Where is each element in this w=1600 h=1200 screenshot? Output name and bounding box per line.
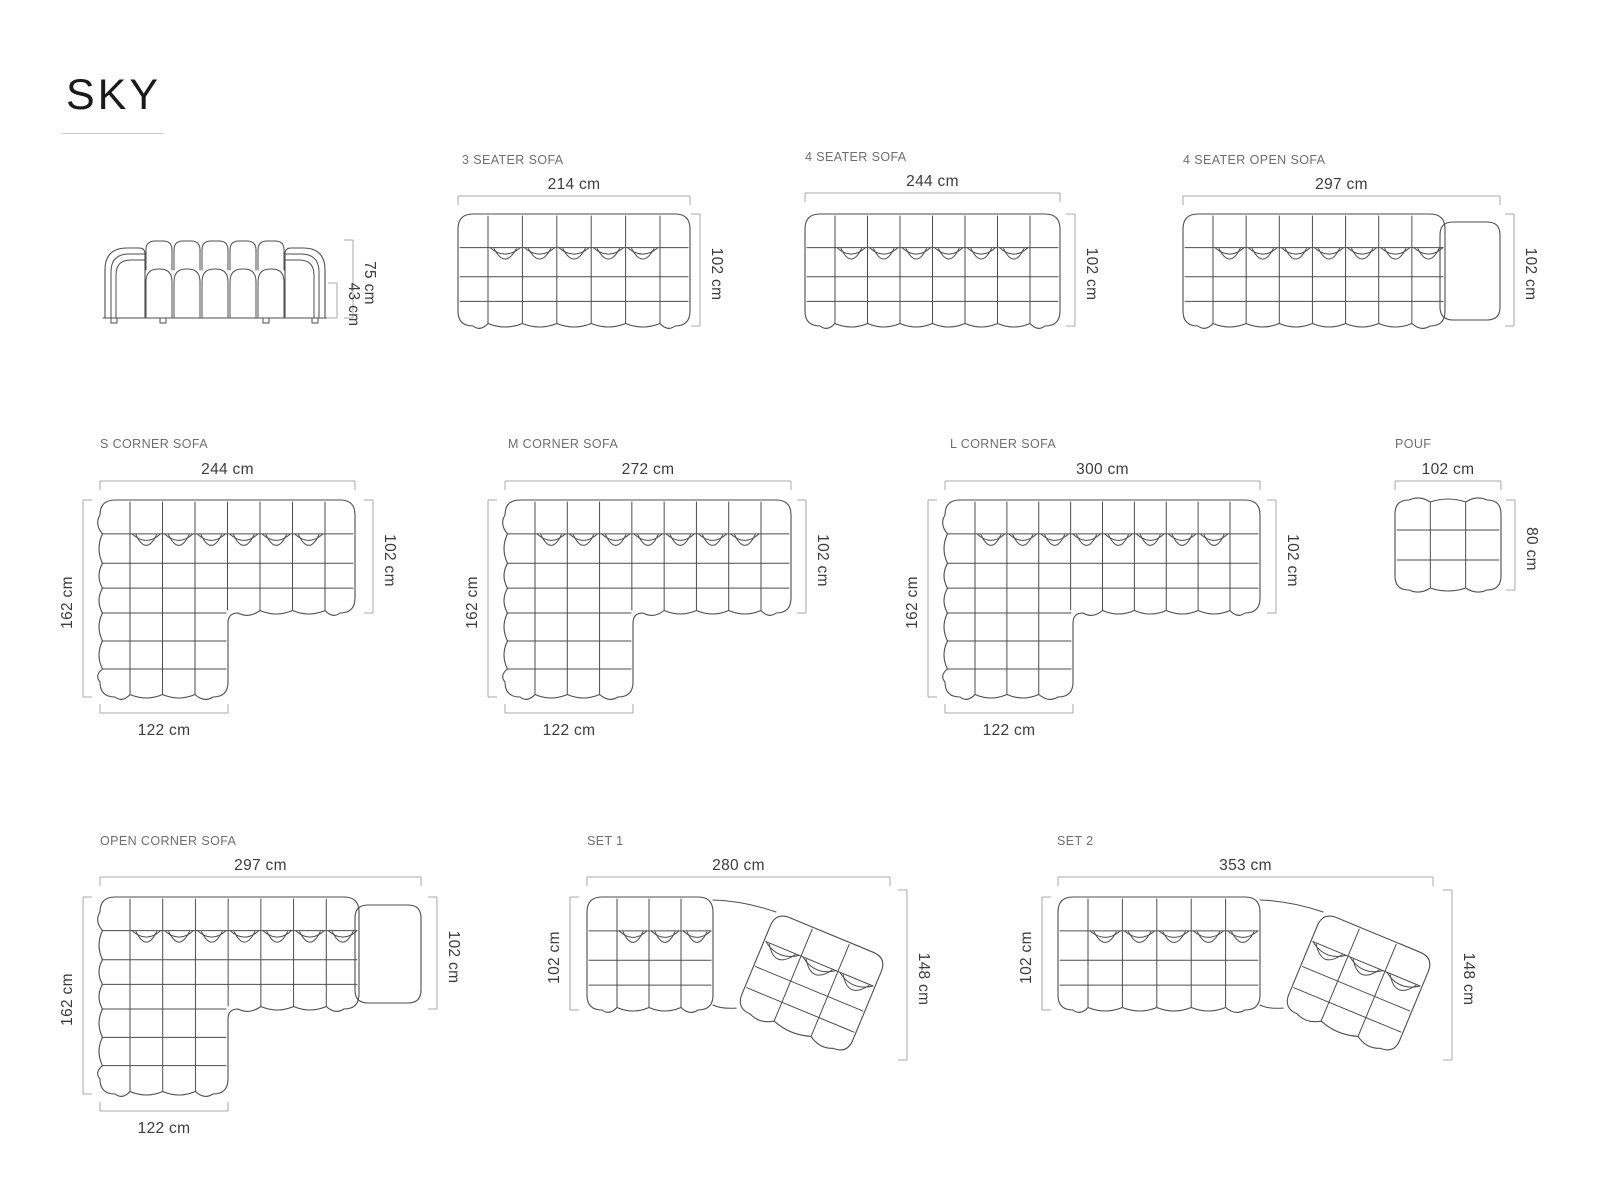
dim-top: 353 cm [1219,857,1272,874]
dim-right: 102 cm [1284,534,1301,587]
dim-top: 244 cm [201,461,254,478]
diagram-title-3-seater-sofa: 3 SEATER SOFA [462,153,564,167]
dim-top: 280 cm [712,857,765,874]
dim-bottom: 122 cm [137,722,191,739]
dim-left: 102 cm [546,931,563,984]
dim-right: 102 cm [1522,247,1539,301]
drawing-l-corner-sofa [904,461,1301,739]
dim-right: 148 cm [1460,952,1477,1006]
dim-left: 162 cm [59,576,76,629]
dim-right: 102 cm [381,534,398,587]
dim-top: 297 cm [1315,176,1368,193]
drawing-3-seater-sofa [458,176,725,328]
drawing-open-corner-sofa [59,857,462,1137]
dim-right: 80 cm [1523,527,1540,571]
drawing-4-seater-sofa [805,173,1100,328]
drawing-4-seater-open-sofa [1183,176,1539,328]
diagram-title-s-corner-sofa: S CORNER SOFA [100,437,208,451]
dim-right: 102 cm [708,247,725,301]
drawing-set-2 [1018,857,1477,1060]
dim-top: 297 cm [234,857,287,874]
dim-right: 102 cm [814,534,831,587]
drawing-pouf [1395,461,1540,592]
dim-top: 300 cm [1076,461,1129,478]
dim-right_inner: 43 cm [345,282,362,327]
dim-bottom: 122 cm [542,722,596,739]
title-underline [62,133,164,134]
drawing-set-1 [546,857,932,1060]
dim-top: 272 cm [621,461,675,478]
dim-bottom: 122 cm [137,1120,191,1137]
dim-right: 148 cm [915,952,932,1006]
dim-top: 214 cm [547,176,601,193]
drawing-s-corner-sofa [59,461,398,739]
dim-right: 102 cm [1083,247,1100,301]
diagram-title-open-corner-sofa: OPEN CORNER SOFA [100,834,237,848]
dim-bottom: 122 cm [982,722,1036,739]
dim-top: 244 cm [906,173,959,190]
dim-left: 162 cm [59,973,76,1026]
dim-right_outer: 75 cm [361,261,378,305]
rotated-module [1282,912,1434,1056]
diagram-title-4-seater-sofa: 4 SEATER SOFA [805,150,907,164]
page-title: SKY [66,71,162,119]
diagram-title-pouf: POUF [1395,437,1432,451]
dim-top: 102 cm [1421,461,1475,478]
diagram-title-4-seater-open-sofa: 4 SEATER OPEN SOFA [1183,153,1326,167]
dim-right: 102 cm [445,930,462,984]
diagram-title-l-corner-sofa: L CORNER SOFA [950,437,1057,451]
rotated-module [735,912,887,1056]
diagram-title-m-corner-sofa: M CORNER SOFA [508,437,619,451]
drawing-m-corner-sofa [464,461,831,739]
dim-left: 162 cm [464,576,481,629]
diagram-title-set-2: SET 2 [1057,834,1094,848]
dim-left: 102 cm [1018,931,1035,984]
drawing-side-view [103,240,378,326]
diagram-title-set-1: SET 1 [587,834,624,848]
dim-left: 162 cm [904,576,921,629]
